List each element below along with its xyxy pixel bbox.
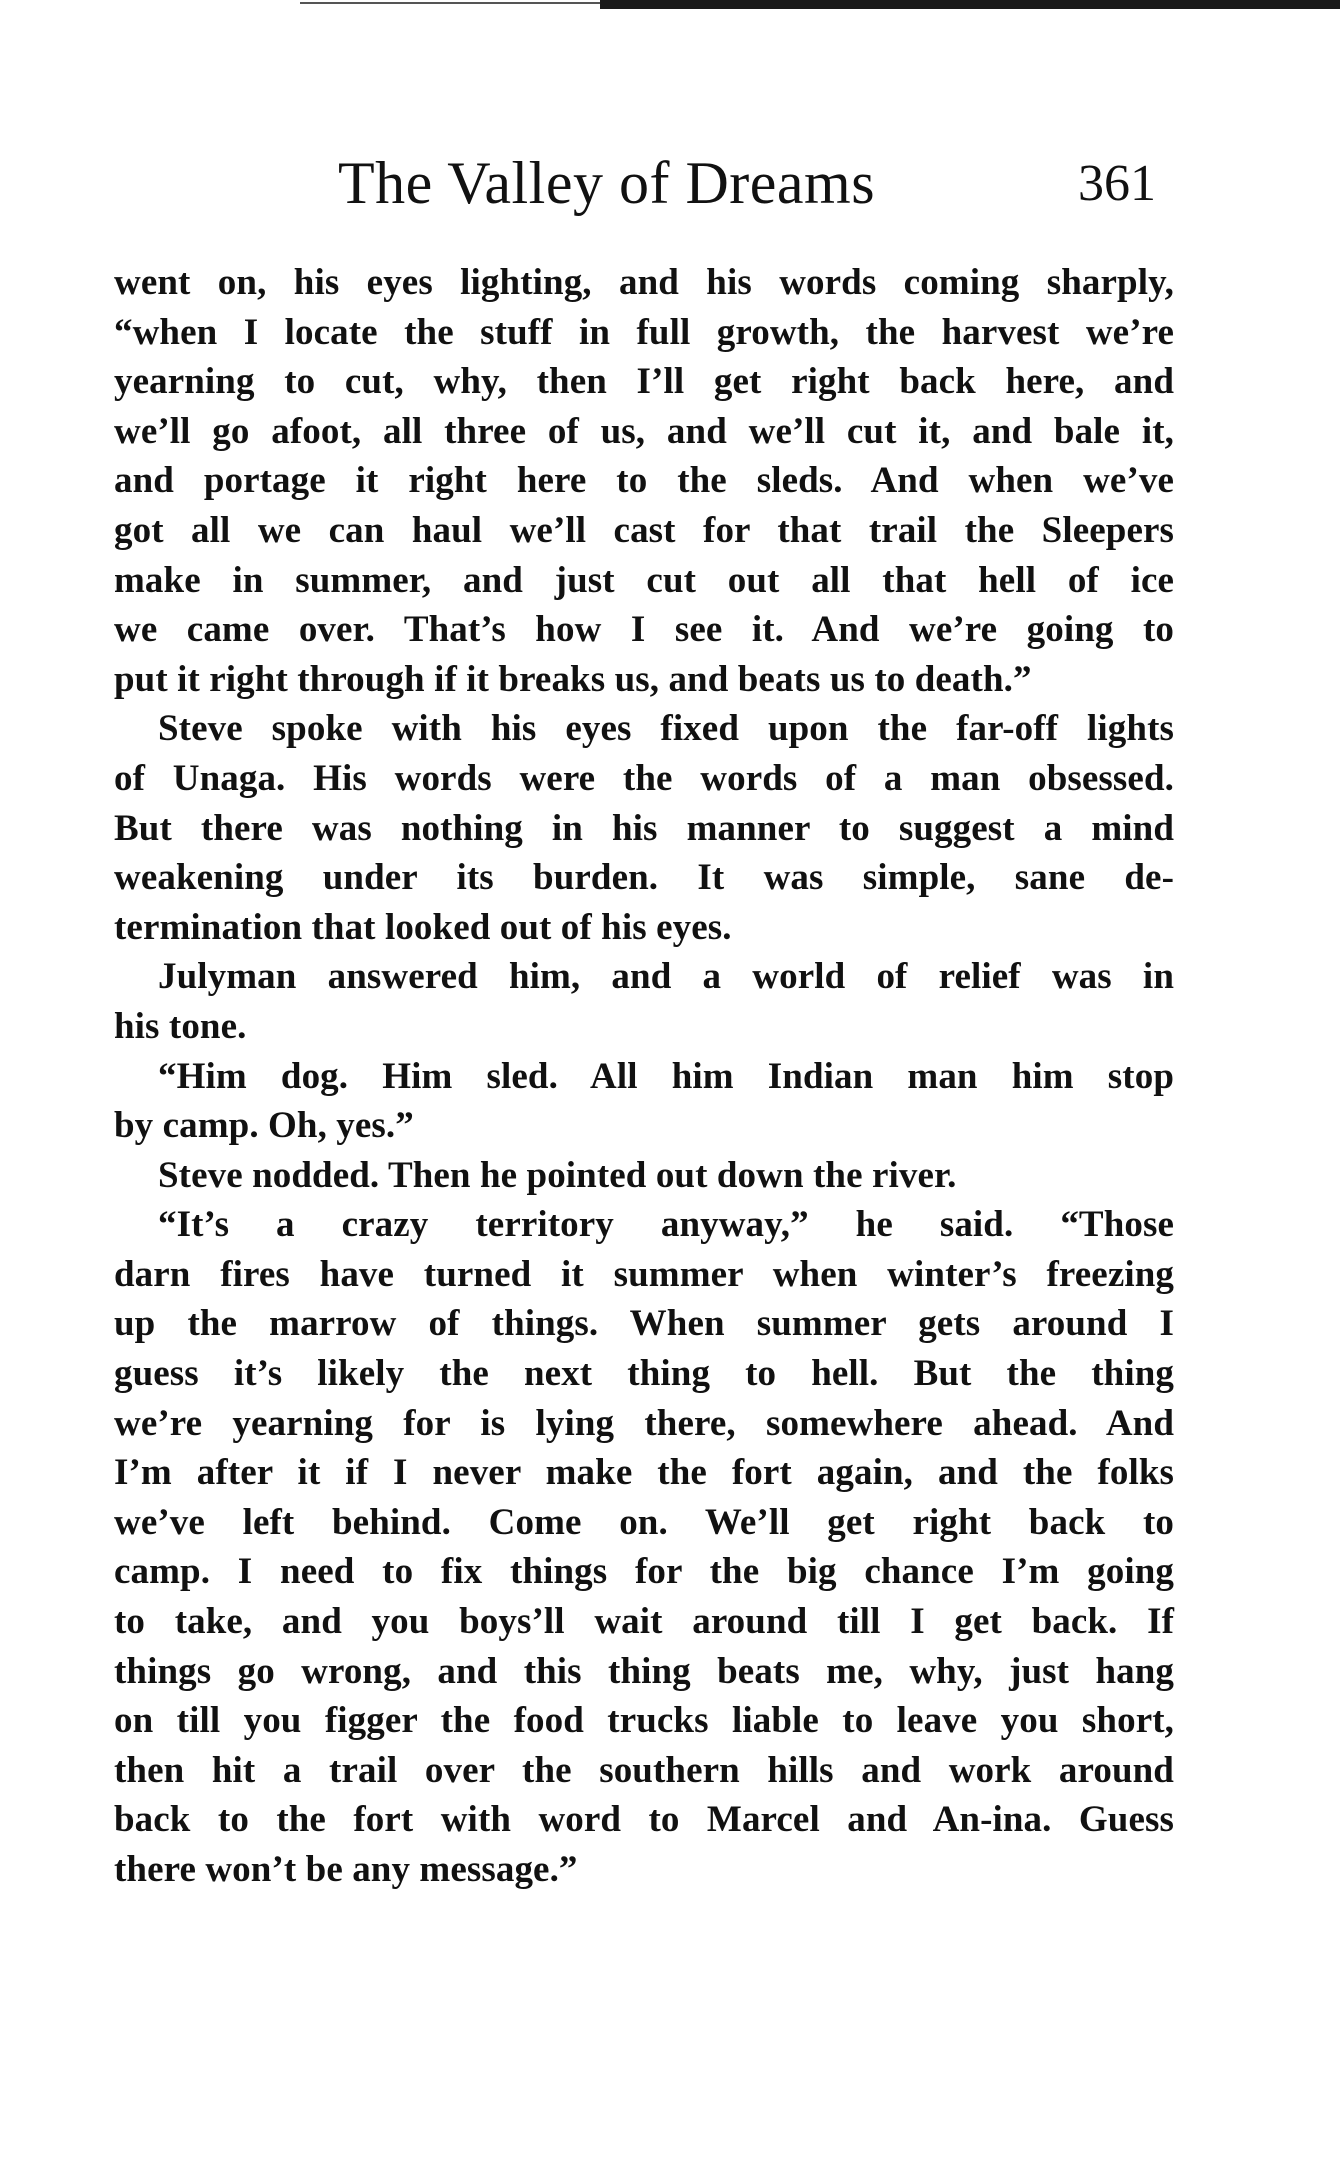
text-line: got all we can haul we’ll cast for that trail the Sleepers <box>114 509 1174 551</box>
running-title: The Valley of Dreams <box>338 150 876 216</box>
text-line: on till you figger the food trucks liable to leave you short, <box>114 1700 1174 1742</box>
text-line: Steve spoke with his eyes fixed upon the far-off lights <box>158 708 1174 750</box>
text-line: by camp. Oh, yes.” <box>114 1105 414 1147</box>
text-line: “It’s a crazy territory anyway,” he said. “Those <box>158 1204 1174 1246</box>
text-line: went on, his eyes lighting, and his words coming sharply, <box>114 262 1174 303</box>
text-line: and portage it right here to the sleds. And when we’ve <box>114 460 1174 502</box>
text-line: yearning to cut, why, then I’ll get right back here, and <box>114 361 1174 403</box>
text-line: “when I locate the stuff in full growth, the harvest we’re <box>114 311 1174 353</box>
text-line: camp. I need to fix things for the big chance I’m going <box>114 1551 1174 1593</box>
text-line: I’m after it if I never make the fort again, and the folks <box>114 1452 1174 1494</box>
text-line: we’ll go afoot, all three of us, and we’ll cut it, and bale it, <box>114 410 1174 452</box>
text-line: put it right through if it breaks us, and beats us to death.” <box>114 658 1032 700</box>
text-line: But there was nothing in his manner to suggest a mind <box>114 807 1174 849</box>
text-line: then hit a trail over the southern hills and work around <box>114 1749 1174 1791</box>
text-line: we came over. That’s how I see it. And we’re going to <box>114 609 1174 651</box>
text-line: things go wrong, and this thing beats me, why, just hang <box>114 1650 1174 1692</box>
text-line: guess it’s likely the next thing to hell. But the thing <box>114 1353 1174 1395</box>
text-line: to take, and you boys’ll wait around till I get back. If <box>114 1601 1174 1643</box>
text-line: “Him dog. Him sled. All him Indian man him stop <box>158 1055 1174 1097</box>
text-line: weakening under its burden. It was simple, sane de- <box>114 857 1174 899</box>
text-line: we’re yearning for is lying there, somewhere ahead. And <box>114 1402 1174 1444</box>
running-header <box>0 148 1340 228</box>
text-line: up the marrow of things. When summer gets around I <box>114 1303 1174 1345</box>
text-line: darn fires have turned it summer when winter’s freezing <box>114 1253 1174 1295</box>
text-line: we’ve left behind. Come on. We’ll get right back to <box>114 1501 1174 1543</box>
page-number: 361 <box>1078 155 1156 212</box>
text-line: there won’t be any message.” <box>114 1849 578 1890</box>
text-line: Steve nodded. Then he pointed out down the river. <box>158 1154 957 1196</box>
text-line: his tone. <box>114 1005 247 1047</box>
top-scan-edge-thin <box>300 2 600 4</box>
text-line: Julyman answered him, and a world of relief was in <box>158 956 1174 998</box>
text-line: make in summer, and just cut out all that hell of ice <box>114 559 1174 601</box>
text-line: termination that looked out of his eyes. <box>114 906 732 948</box>
body-text <box>114 258 1174 1895</box>
text-line: back to the fort with word to Marcel and An-ina. Guess <box>114 1799 1174 1841</box>
top-scan-edge <box>600 0 1340 9</box>
text-line: of Unaga. His words were the words of a man obsessed. <box>114 757 1174 799</box>
